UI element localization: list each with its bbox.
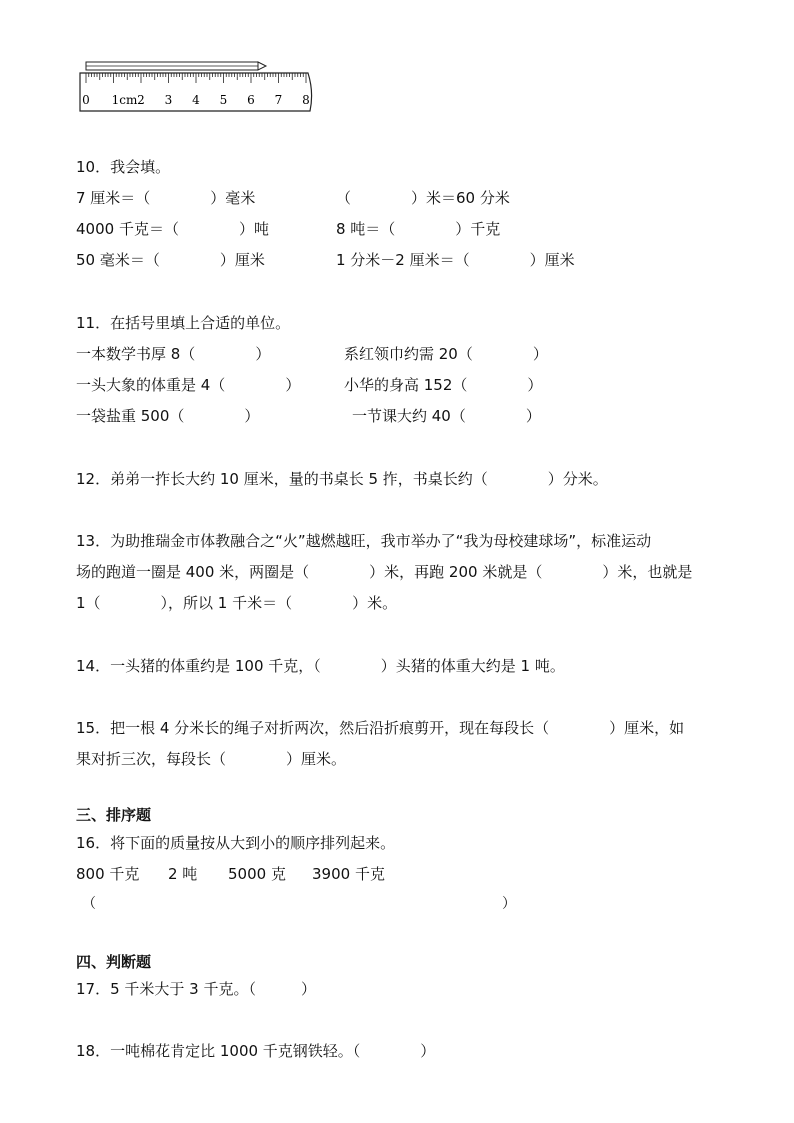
q10-item-5: 50 毫米＝（ ）厘米 (76, 251, 265, 269)
ruler-with-pencil-diagram (76, 56, 316, 116)
section-4-heading: 四、判断题 (76, 953, 152, 971)
q11-item-1: 一本数学书厚 8（ ） (76, 345, 271, 363)
question-16: 16．将下面的质量按从大到小的顺序排列起来。 (76, 834, 396, 852)
q16-item-3: 5000 克 (228, 865, 286, 883)
question-12: 12．弟弟一拃长大约 10 厘米，量的书桌长 5 拃，书桌长约（ ）分米。 (76, 470, 608, 488)
q10-item-6: 1 分米－2 厘米＝（ ）厘米 (336, 251, 575, 269)
q11-item-5: 一袋盐重 500（ ） (76, 407, 260, 425)
ruler-tick-label: 8 (302, 93, 310, 107)
question-18: 18．一吨棉花肯定比 1000 千克钢铁轻。（ ） (76, 1042, 436, 1060)
ruler-tick-label: 0 (82, 93, 90, 107)
ruler-body (80, 73, 312, 111)
pencil (86, 62, 266, 70)
q11-item-6: 一节课大约 40（ ） (352, 407, 541, 425)
q16-answer-blank: （ ） (82, 896, 516, 912)
question-13-line-3: 1（ ），所以 1 千米＝（ ）米。 (76, 594, 398, 612)
ruler-tick-label: 5 (219, 93, 228, 107)
question-17: 17．5 千米大于 3 千克。（ ） (76, 980, 316, 998)
question-15-line-2: 果对折三次，每段长（ ）厘米。 (76, 750, 347, 768)
ruler-tick-label: 2 (137, 93, 145, 107)
q10-item-3: 4000 千克＝（ ）吨 (76, 220, 269, 238)
question-13-line-1: 13．为助推瑞金市体教融合之“火”越燃越旺，我市举办了“我为母校建球场”，标准运动 (76, 532, 652, 550)
ruler-tick-label: 7 (274, 93, 283, 107)
q16-item-1: 800 千克 (76, 865, 140, 883)
ruler-tick-label: 4 (192, 93, 200, 107)
q10-item-4: 8 吨＝（ ）千克 (336, 220, 501, 238)
section-3-heading: 三、排序题 (76, 806, 152, 824)
q16-item-4: 3900 千克 (312, 865, 385, 883)
ruler-tick-label: 6 (247, 93, 255, 107)
q10-item-1: 7 厘米＝（ ）毫米 (76, 189, 256, 207)
q10-item-2: （ ）米＝60 分米 (336, 189, 510, 207)
q16-item-2: 2 吨 (168, 865, 198, 883)
q11-item-4: 小华的身高 152（ ） (344, 376, 543, 394)
q11-item-2: 系红领巾约需 20（ ） (344, 345, 548, 363)
question-15-line-1: 15．把一根 4 分米长的绳子对折两次，然后沿折痕剪开，现在每段长（ ）厘米，如 (76, 719, 685, 737)
question-10-title: 10．我会填。 (76, 158, 171, 176)
question-14: 14．一头猪的体重约是 100 千克，（ ）头猪的体重大约是 1 吨。 (76, 657, 565, 675)
ruler-tick-label: 3 (164, 93, 173, 107)
ruler-tick-label: 1cm (111, 93, 138, 107)
q11-item-3: 一头大象的体重是 4（ ） (76, 376, 301, 394)
question-11-title: 11．在括号里填上合适的单位。 (76, 314, 291, 332)
question-13-line-2: 场的跑道一圈是 400 米，两圈是（ ）米，再跑 200 米就是（ ）米，也就是 (76, 563, 693, 581)
